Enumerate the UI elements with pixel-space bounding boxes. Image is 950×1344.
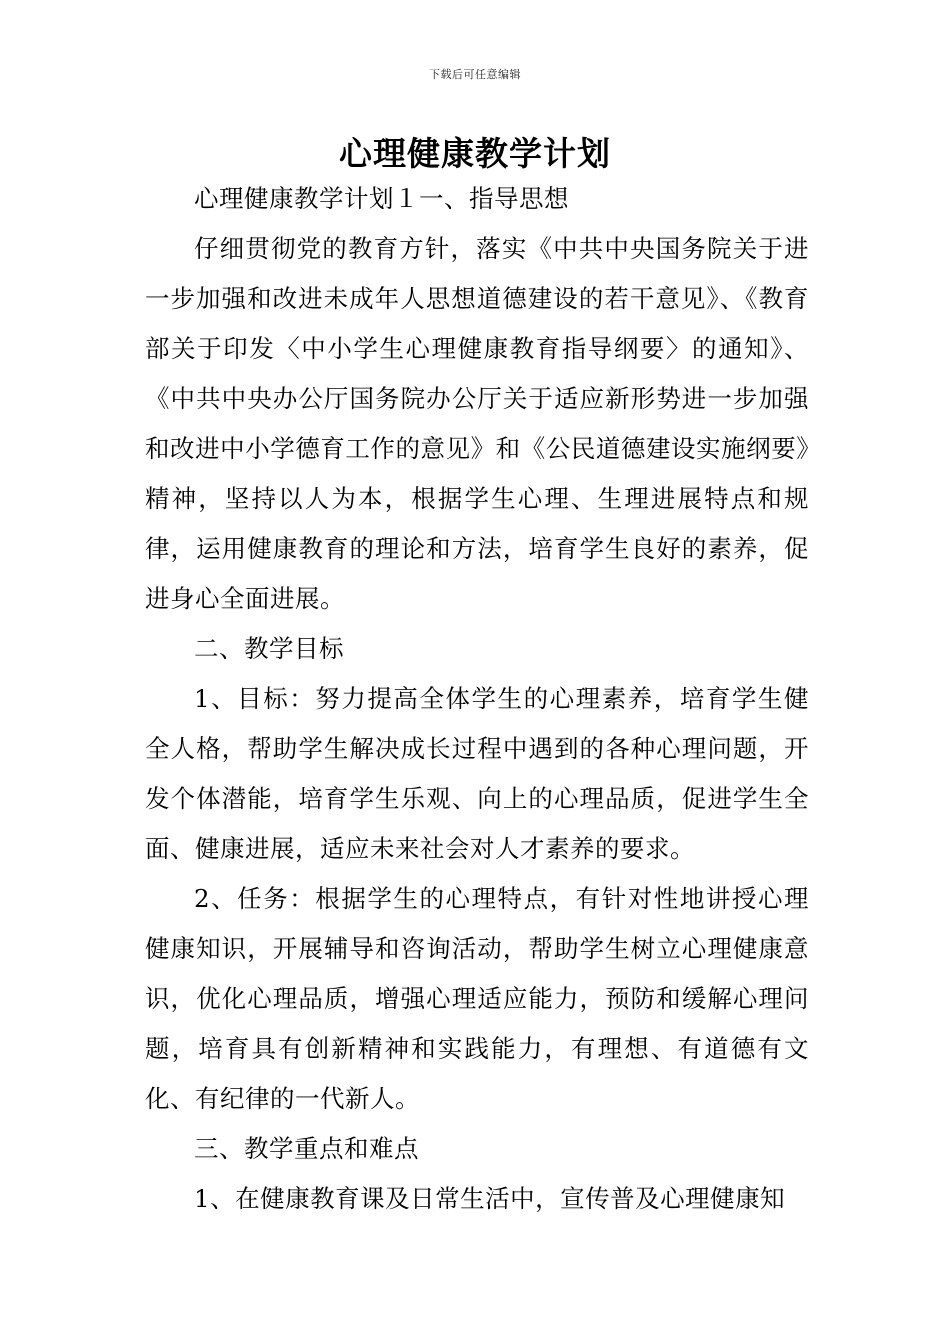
section-heading-goals: 二、教学目标 bbox=[194, 634, 344, 663]
paragraph-goal: 1、目标：努力提高全体学生的心理素养，培育学生健全人格，帮助学生解决成长过程中遇到的各种心理问题，开发个体潜能，培育学生乐观、向上的心理品质，促进学生全面、健康进展，适应未来社会对人才素养的要求。 bbox=[145, 684, 809, 863]
paragraph-guiding-thought: 仔细贯彻党的教育方针，落实《中共中央国务院关于进一步加强和改进未成年人思想道德建设的若干意见》、《教育部关于印发〈中小学生心理健康教育指导纲要〉的通知》、《中共中央办公厅国务院办公厅关于适应新形势进一步加强和改进中小学德育工作的意见》和《公民道德建设实施纲要》精神，坚持以人为本，根据学生心理、生理进展特点和规律，运用健康教育的理论和方法，培育学生良好的素养，促进身心全面进展。 bbox=[145, 234, 809, 613]
paragraph-task: 2、任务：根据学生的心理特点，有针对性地讲授心理健康知识，开展辅导和咨询活动，帮助学生树立心理健康意识，优化心理品质，增强心理适应能力，预防和缓解心理问题，培育具有创新精神和实践能力，有理想、有道德有文化、有纪律的一代新人。 bbox=[145, 884, 809, 1113]
header-note: 下载后可任意编辑 bbox=[429, 68, 521, 81]
paragraph-key-point-1: 1、在健康教育课及日常生活中，宣传普及心理健康知 bbox=[194, 1184, 786, 1213]
document-body bbox=[145, 174, 809, 1224]
paragraph-subtitle: 心理健康教学计划１一、指导思想 bbox=[194, 184, 569, 213]
section-heading-key-points: 三、教学重点和难点 bbox=[194, 1134, 419, 1163]
document-title: 心理健康教学计划 bbox=[339, 134, 611, 173]
